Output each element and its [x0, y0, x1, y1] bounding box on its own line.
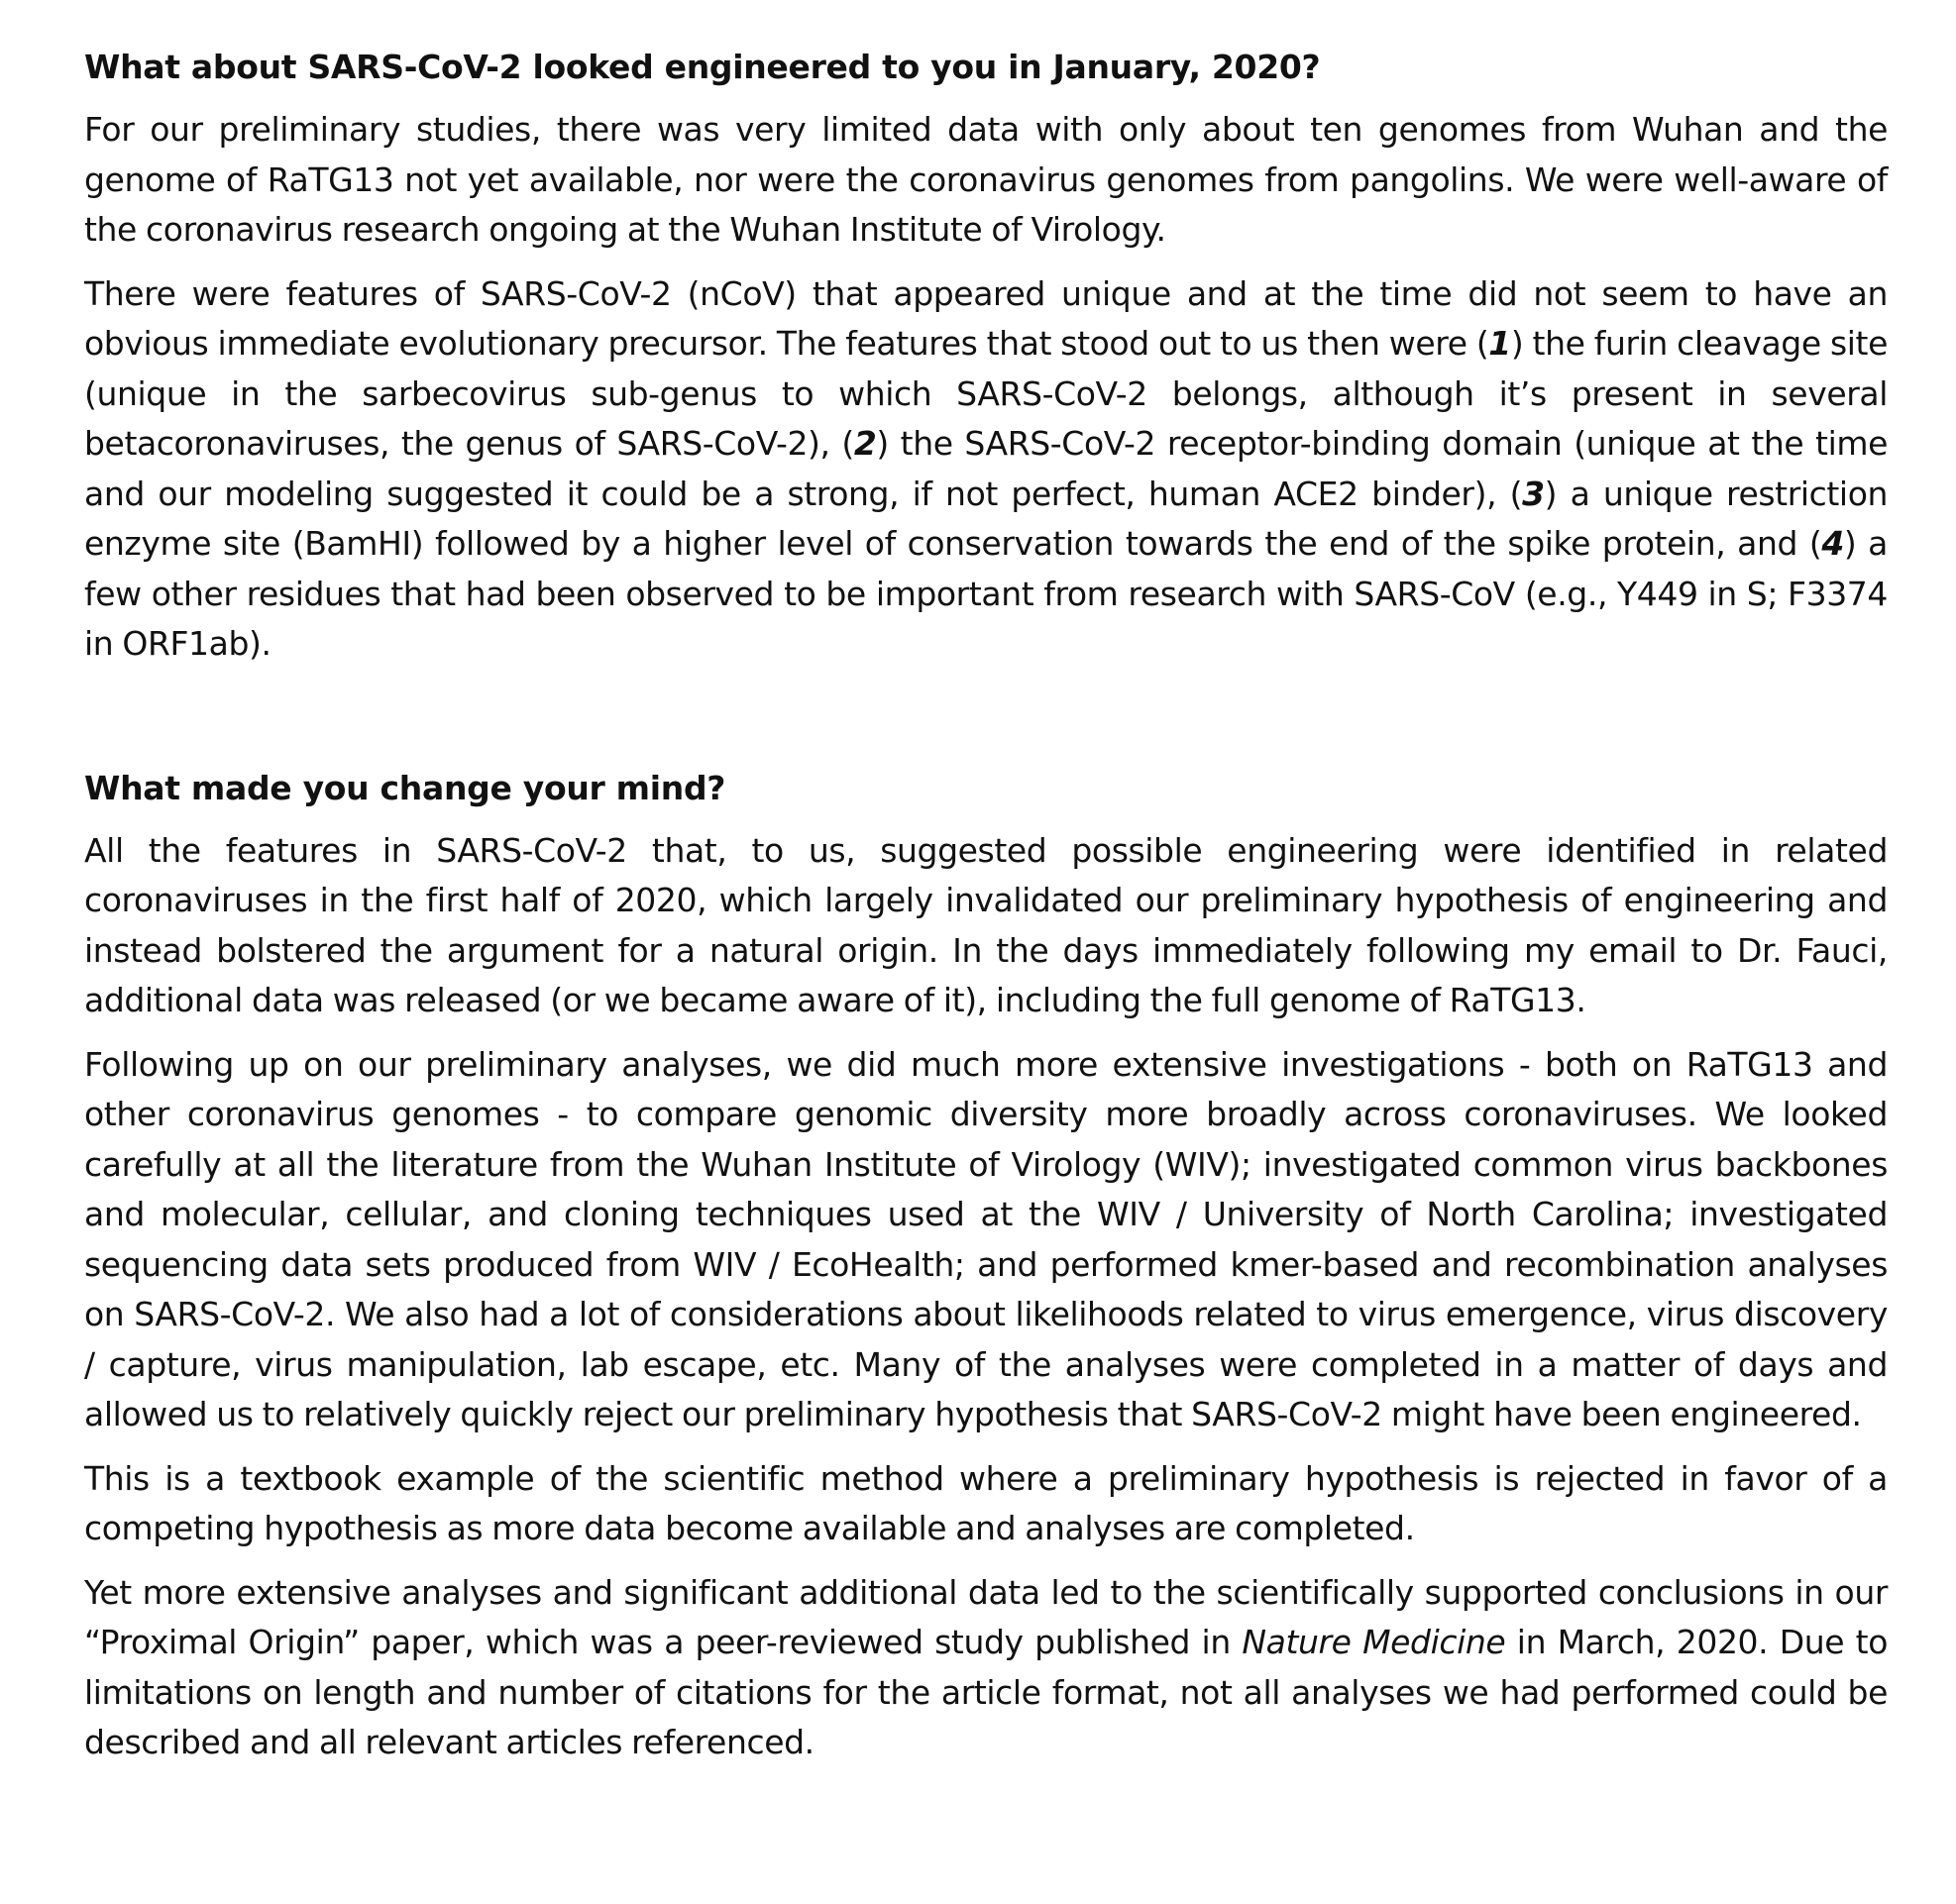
text-span: in March, 2020. Due to limitations on length and number of citations for the article format, not all analyses we had performed could be described and all relevant articles referenced. — [84, 1623, 1888, 1761]
text-span: ) the SARS-CoV-2 receptor-binding domain (unique at the time and our modeling suggested it could be a strong, if not perfect, human ACE2 binder), ( — [84, 424, 1888, 513]
paragraph-unique-features — [84, 269, 1888, 670]
feature-number-2: 2 — [853, 424, 877, 463]
paragraph-scientific-method: This is a textbook example of the scientific method where a preliminary hypothesis is rejected in favor of a competing hypothesis as more data become available and analyses are completed. — [84, 1458, 1888, 1547]
feature-number-1: 1 — [1488, 324, 1511, 363]
paragraph-proximal-origin — [84, 1568, 1888, 1768]
section-spacer — [84, 684, 1888, 769]
section-heading-engineered: What about SARS-CoV-2 looked engineered to you in January, 2020? — [84, 48, 1321, 86]
section-heading-change-mind: What made you change your mind? — [84, 768, 726, 807]
text-span: Yet more extensive analyses and significant additional data led to the scientifically supported conclusions in our “Proximal Origin” paper, which was a peer-reviewed study published in — [84, 1572, 1888, 1661]
journal-name: Nature Medicine — [1242, 1623, 1506, 1661]
feature-number-3: 3 — [1522, 474, 1545, 513]
text-span: ) a unique restriction enzyme site (BamHI) followed by a higher level of conservation towards the end of the spike protein, and ( — [84, 474, 1888, 563]
document-body — [84, 48, 1888, 1782]
text-span: ) the furin cleavage site (unique in the sarbecovirus sub-genus to which SARS-CoV-2 belongs, although it’s present in several betacoronaviruses, the genus of SARS-CoV-2), ( — [84, 324, 1888, 463]
paragraph-features-identified: All the features in SARS-CoV-2 that, to us, suggested possible engineering were identified in related coronaviruses in the first half of 2020, which largely invalidated our preliminary hypothesis of engineering and instead bolstered the argument for a natural origin. In the days immediately following my email to Dr. Fauci, additional data was released (or we became aware of it), including the full genome of RaTG13. — [84, 830, 1888, 1019]
feature-number-4: 4 — [1821, 524, 1844, 563]
paragraph-extensive-investigations: Following up on our preliminary analyses, we did much more extensive investigations - both on RaTG13 and other coronavirus genomes - to compare genomic diversity more broadly across coronaviruses. We looked carefully at all the literature from the Wuhan Institute of Virology (WIV); investigated common virus backbones and molecular, cellular, and cloning techniques used at the WIV / University of North Carolina; investigated sequencing data sets produced from WIV / EcoHealth; and performed kmer-based and recombination analyses on SARS-CoV-2. We also had a lot of considerations about likelihoods related to virus emergence, virus discovery / capture, virus manipulation, lab escape, etc. Many of the analyses were completed in a matter of days and allowed us to relatively quickly reject our preliminary hypothesis that SARS-CoV-2 might have been engineered. — [84, 1044, 1888, 1433]
text-span: There were features of SARS-CoV-2 (nCoV) that appeared unique and at the time did not seem to have an obvious immediate evolutionary precursor. The features that stood out to us then were ( — [84, 273, 1888, 363]
paragraph-preliminary-studies: For our preliminary studies, there was very limited data with only about ten genomes from Wuhan and the genome of RaTG13 not yet available, nor were the coronavirus genomes from pangolins. We were well-aware of the coronavirus research ongoing at the Wuhan Institute of Virology. — [84, 110, 1888, 249]
text-span: ) a few other residues that had been observed to be important from research with SARS-CoV (e.g., Y449 in S; F3374 in ORF1ab). — [84, 524, 1888, 663]
